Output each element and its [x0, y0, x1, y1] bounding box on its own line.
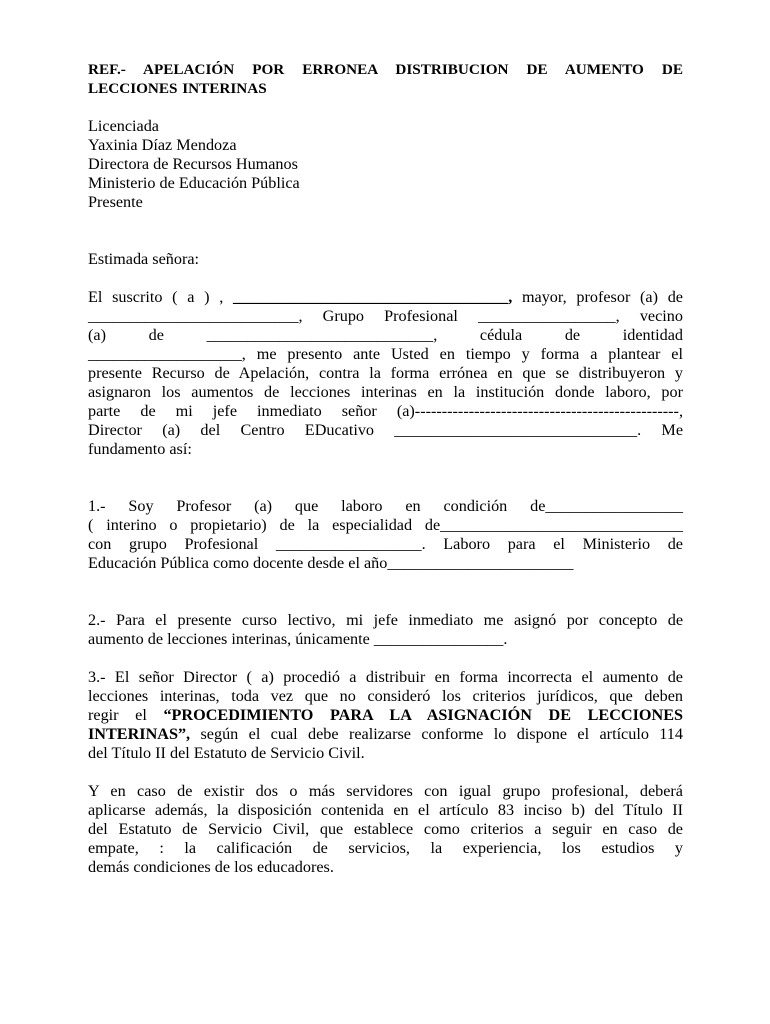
- recipient-block: [88, 117, 683, 212]
- item-1-line-4: Educación Pública como docente desde el año_______________________: [88, 554, 574, 572]
- intro-line-4: ___________________, me presento ante Usted en tiempo y forma a plantear el: [88, 345, 683, 363]
- procedure-title-end: INTERINAS”,: [88, 725, 191, 743]
- item-4-line-3: del Estatuto de Servicio Civil, que establece como criterios a seguir en caso de: [88, 820, 683, 838]
- item-3-line-4: [88, 725, 683, 744]
- item-1-line-2: ( interino o propietario) de la especialidad de______________________________: [88, 516, 683, 534]
- item-2-line-2: aumento de lecciones interinas, únicamente ________________.: [88, 630, 508, 648]
- recipient-ministry: Ministerio de Educación Pública: [88, 174, 300, 192]
- intro-line-2: __________________________, Grupo Profesional _________________, vecino: [88, 307, 683, 325]
- intro-line-6: asignaron los aumentos de lecciones interinas en la institución donde laboro, por: [88, 383, 683, 401]
- item-4-line-2: aplicarse además, la disposición contenida en el artículo 83 inciso b) del Título II: [88, 801, 683, 819]
- intro-line-1: [88, 288, 683, 307]
- item-3-line-5: del Título II del Estatuto de Servicio Civil.: [88, 744, 365, 762]
- item-1-paragraph: [88, 497, 683, 573]
- intro-line-5: presente Recurso de Apelación, contra la forma errónea en que se distribuyeron y: [88, 364, 683, 382]
- item-3-line-3: [88, 706, 683, 725]
- item-4-line-4: empate, : la calificación de servicios, la experiencia, los estudios y: [88, 839, 683, 857]
- intro-line-1a: El suscrito ( a ) ,: [88, 288, 233, 306]
- item-4-line-5: demás condiciones de los educadores.: [88, 858, 334, 876]
- item-1-line-1: 1.- Soy Profesor (a) que laboro en condición de_________________: [88, 497, 683, 515]
- item-4-line-1: Y en caso de existir dos o más servidores con igual grupo profesional, deberá: [88, 782, 683, 800]
- document-page: [88, 60, 683, 877]
- intro-line-3: (a) de ____________________________, cédula de identidad: [88, 326, 683, 344]
- recipient-name: Yaxinia Díaz Mendoza: [88, 136, 237, 154]
- reference-heading: [88, 60, 683, 98]
- item-3-line-1: 3.- El señor Director ( a) procedió a distribuir en forma incorrecta el aumento de: [88, 668, 683, 686]
- intro-line-9: fundamento así:: [88, 440, 192, 458]
- item-1-line-3: con grupo Profesional __________________. Laboro para el Ministerio de: [88, 535, 683, 553]
- item-4-paragraph: [88, 782, 683, 877]
- item-2-line-1: 2.- Para el presente curso lectivo, mi jefe inmediato me asignó por concepto de: [88, 611, 683, 629]
- reference-line-1: REF.- APELACIÓN POR ERRONEA DISTRIBUCION DE AUMENTO DE: [88, 61, 683, 78]
- intro-line-7: parte de mi jefe inmediato señor (a)-------------------------------------------------,: [88, 402, 683, 420]
- recipient-closing: Presente: [88, 193, 143, 211]
- intro-paragraph: [88, 288, 683, 459]
- recipient-position: Directora de Recursos Humanos: [88, 155, 298, 173]
- salutation: Estimada señora:: [88, 250, 200, 268]
- item-3-line-4b: según el cual debe realizarse conforme lo dispone el artículo 114: [190, 725, 683, 743]
- item-3-line-2: lecciones interinas, toda vez que no consideró los criterios jurídicos, que deben: [88, 687, 683, 705]
- item-3-line-3a: regir el: [88, 706, 164, 724]
- procedure-title: “PROCEDIMIENTO PARA LA ASIGNACIÓN DE LECCIONES: [163, 706, 683, 724]
- intro-line-1c: mayor, profesor (a) de: [512, 288, 683, 306]
- reference-line-2: LECCIONES INTERINAS: [88, 80, 267, 97]
- item-3-paragraph: [88, 668, 683, 763]
- recipient-title: Licenciada: [88, 117, 159, 135]
- item-2-paragraph: [88, 611, 683, 649]
- intro-line-8: Director (a) del Centro EDucativo ______________________________. Me: [88, 421, 683, 439]
- intro-name-blank: __________________________________,: [233, 288, 513, 306]
